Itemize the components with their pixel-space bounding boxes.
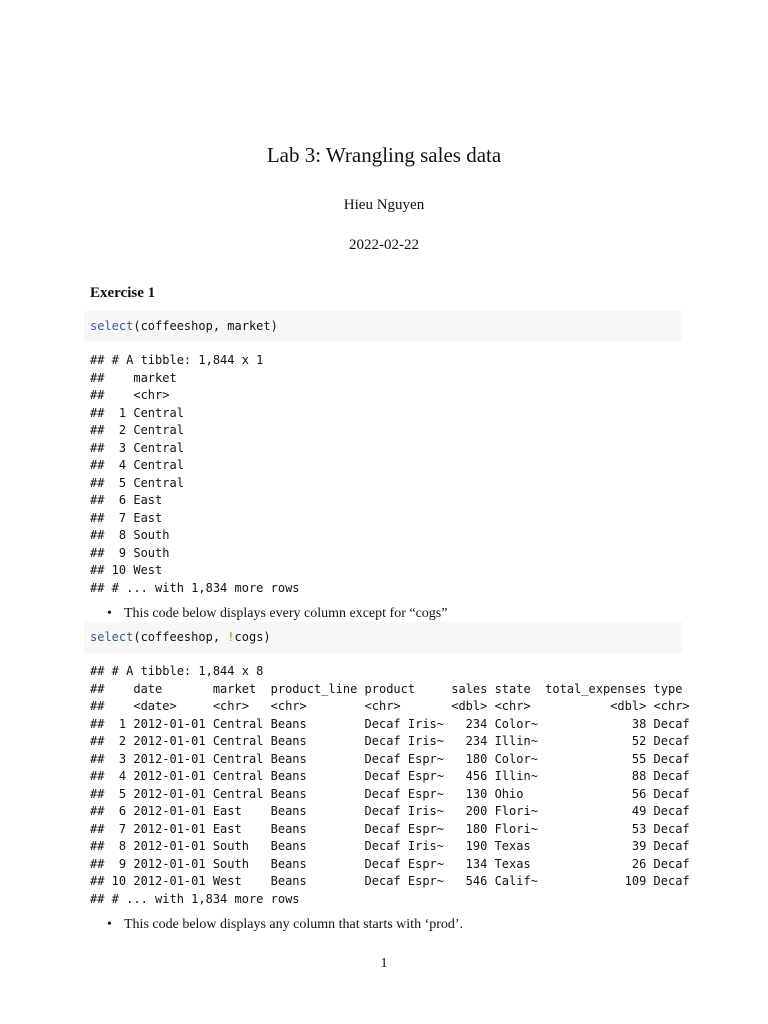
output-line: ## # ... with 1,834 more rows bbox=[90, 580, 300, 595]
code-arguments: (coffeeshop, market) bbox=[133, 319, 278, 333]
output-line: ## 10 2012-01-01 West Beans Decaf Espr~ 546 Calif~ 109 Decaf bbox=[90, 874, 690, 888]
output-line: ## 5 Central bbox=[90, 475, 184, 490]
output-line: ## <date> <chr> <chr> <chr> <dbl> <chr> <dbl> <chr> bbox=[90, 699, 690, 713]
output-line: ## 2 2012-01-01 Central Beans Decaf Iris~ 234 Illin~ 52 Decaf bbox=[90, 734, 690, 748]
bullet-text: This code below displays every column except for “cogs” bbox=[124, 606, 448, 621]
document-title: Lab 3: Wrangling sales data bbox=[266, 143, 502, 167]
code-arguments-start: (coffeeshop, bbox=[133, 630, 228, 644]
console-output-market bbox=[90, 352, 300, 597]
output-line: ## date market product_line product sales state total_expenses type bbox=[90, 681, 683, 696]
output-line: ## # A tibble: 1,844 x 1 bbox=[90, 353, 264, 367]
output-line: ## 1 Central bbox=[90, 405, 184, 420]
code-block-select-market bbox=[84, 311, 682, 342]
output-line: ## 2 Central bbox=[90, 423, 184, 437]
bullet-marker: • bbox=[107, 917, 112, 932]
code-negation-operator: ! bbox=[227, 630, 235, 644]
output-line: ## 10 West bbox=[90, 563, 163, 577]
output-line: ## 4 2012-01-01 Central Beans Decaf Espr~ 456 Illin~ 88 Decaf bbox=[90, 769, 690, 783]
output-line: ## 9 South bbox=[90, 545, 170, 560]
output-line: ## 9 2012-01-01 South Beans Decaf Espr~ 134 Texas 26 Decaf bbox=[90, 856, 690, 871]
output-line: ## 3 Central bbox=[90, 440, 184, 455]
output-line: ## 5 2012-01-01 Central Beans Decaf Espr~ 130 Ohio 56 Decaf bbox=[90, 786, 690, 801]
output-line: ## 6 East bbox=[90, 493, 163, 507]
document-author: Hieu Nguyen bbox=[343, 197, 425, 213]
bullet-text: This code below displays any column that starts with ‘prod’. bbox=[124, 917, 464, 932]
output-line: ## <chr> bbox=[90, 388, 170, 402]
document-date: 2022-02-22 bbox=[349, 237, 419, 253]
output-line: ## # A tibble: 1,844 x 8 bbox=[90, 664, 264, 678]
code-arguments-end: cogs) bbox=[234, 630, 271, 644]
output-line: ## 3 2012-01-01 Central Beans Decaf Espr~ 180 Color~ 55 Decaf bbox=[90, 751, 690, 766]
output-line: ## 1 2012-01-01 Central Beans Decaf Iris~ 234 Color~ 38 Decaf bbox=[90, 716, 690, 731]
output-line: ## 7 East bbox=[90, 510, 163, 525]
page-number: 1 bbox=[380, 956, 388, 971]
output-line: ## # ... with 1,834 more rows bbox=[90, 891, 300, 906]
section-heading: Exercise 1 bbox=[90, 285, 156, 301]
output-line: ## 6 2012-01-01 East Beans Decaf Iris~ 200 Flori~ 49 Decaf bbox=[90, 804, 690, 818]
bullet-marker: • bbox=[107, 606, 112, 621]
output-line: ## 4 Central bbox=[90, 458, 184, 472]
console-output-tibble bbox=[90, 663, 690, 908]
code-block-select-not-cogs bbox=[84, 622, 682, 653]
code-function-name: select bbox=[90, 630, 134, 644]
code-function-name: select bbox=[90, 319, 134, 333]
output-line: ## 8 South bbox=[90, 528, 170, 542]
output-line: ## 7 2012-01-01 East Beans Decaf Espr~ 180 Flori~ 53 Decaf bbox=[90, 821, 690, 836]
output-line: ## market bbox=[90, 370, 177, 385]
output-line: ## 8 2012-01-01 South Beans Decaf Iris~ 190 Texas 39 Decaf bbox=[90, 839, 690, 853]
